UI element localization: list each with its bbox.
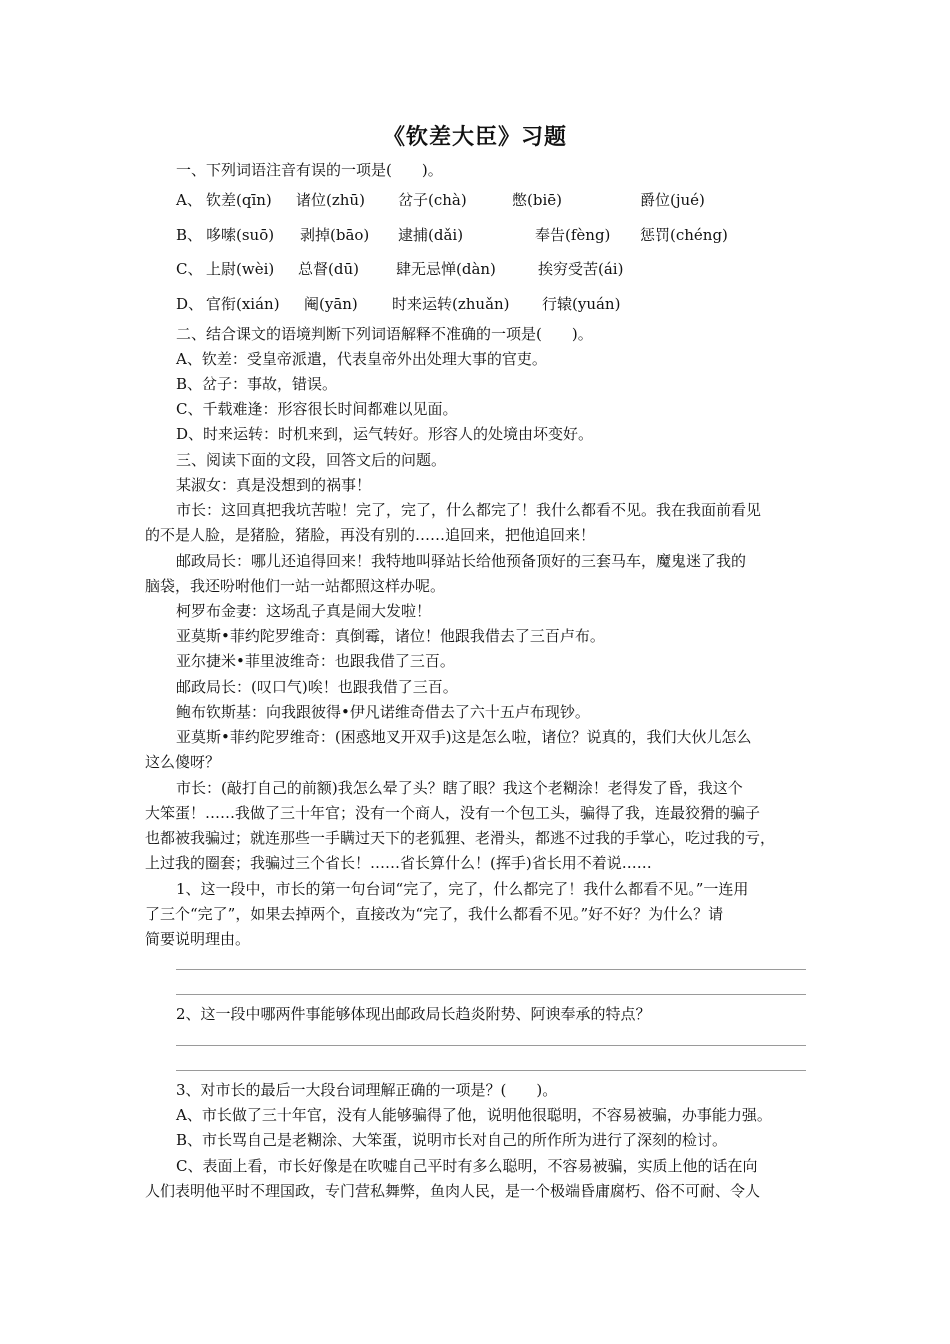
option-item: 官衔(xián) bbox=[206, 295, 280, 313]
passage-line: 亚莫斯•菲约陀罗维奇：(困惑地叉开双手)这是怎么啦，诸位？说真的，我们大伙儿怎么 bbox=[176, 728, 752, 746]
question-2-option-d: D、时来运转：时机来到，运气转好。形容人的处境由坏变好。 bbox=[176, 425, 594, 443]
subquestion-3-stem: 3、对市长的最后一大段台词理解正确的一项是？( )。 bbox=[176, 1081, 558, 1099]
question-2-option-a: A、钦差：受皇帝派遣，代表皇帝外出处理大事的官吏。 bbox=[176, 350, 547, 368]
passage-line: 邮政局长：哪儿还追得回来！我特地叫驿站长给他预备顶好的三套马车，魔鬼迷了我的 bbox=[176, 552, 747, 570]
option-item: 总督(dū) bbox=[298, 260, 359, 278]
passage-line: 脑袋，我还吩咐他们一站一站都照这样办呢。 bbox=[145, 577, 446, 595]
question-1-stem: 一、下列词语注音有误的一项是( )。 bbox=[176, 161, 443, 179]
subquestion-3-option-c: C、表面上看，市长好像是在吹嘘自己平时有多么聪明，不容易被骗，实质上他的话在向 bbox=[176, 1157, 758, 1175]
passage-line: 也都被我骗过；就连那些一手瞒过天下的老狐狸、老滑头，都逃不过我的手掌心，吃过我的亏， bbox=[145, 829, 776, 847]
passage-line: 的不是人脸，是猪脸，猪脸，再没有别的……追回来，把他追回来！ bbox=[145, 526, 596, 544]
passage-line: 上过我的圈套；我骗过三个省长！……省长算什么！(挥手)省长用不着说…… bbox=[145, 854, 652, 872]
option-item: 逮捕(dǎi) bbox=[398, 226, 464, 244]
option-label: C、 bbox=[176, 260, 203, 278]
passage-line: 亚尔捷米•菲里波维奇：也跟我借了三百。 bbox=[176, 652, 455, 670]
passage-line: 亚莫斯•菲约陀罗维奇：真倒霉，诸位！他跟我借去了三百卢布。 bbox=[176, 627, 605, 645]
passage-line: 邮政局长：(叹口气)唉！也跟我借了三百。 bbox=[176, 678, 458, 696]
passage-line: 市长：这回真把我坑苦啦！完了，完了，什么都完了！我什么都看不见。我在我面前看见 bbox=[176, 501, 762, 519]
question-3-stem: 三、阅读下面的文段，回答文后的问题。 bbox=[176, 451, 447, 469]
subquestion-1-line: 简要说明理由。 bbox=[145, 930, 251, 948]
subquestion-3-option-a: A、市长做了三十年官，没有人能够骗得了他，说明他很聪明，不容易被骗，办事能力强。 bbox=[176, 1106, 772, 1124]
option-label: A、 bbox=[176, 191, 202, 209]
option-item: 剥掉(bāo) bbox=[300, 226, 370, 244]
answer-line[interactable] bbox=[176, 1045, 806, 1046]
passage-line: 这么傻呀？ bbox=[145, 753, 221, 771]
passage-line: 某淑女：真是没想到的祸事！ bbox=[176, 476, 372, 494]
subquestion-3-option-b: B、市长骂自己是老糊涂、大笨蛋，说明市长对自己的所作所为进行了深刻的检讨。 bbox=[176, 1131, 728, 1149]
page-title: 《钦差大臣》习题 bbox=[382, 125, 567, 150]
option-item: 奉告(fèng) bbox=[535, 226, 611, 244]
passage-line: 柯罗布金妻：这场乱子真是闹大发啦！ bbox=[176, 602, 432, 620]
option-item: 上尉(wèi) bbox=[206, 260, 275, 278]
passage-line: 鲍布钦斯基：向我跟彼得•伊凡诺维奇借去了六十五卢布现钞。 bbox=[176, 703, 590, 721]
option-item: 爵位(jué) bbox=[640, 191, 705, 209]
option-item: 时来运转(zhuǎn) bbox=[392, 295, 510, 313]
option-item: 行辕(yuán) bbox=[542, 295, 621, 313]
option-item: 钦差(qīn) bbox=[206, 191, 272, 209]
subquestion-1-line: 1、这一段中，市长的第一句台词“完了，完了，什么都完了！我什么都看不见。”一连用 bbox=[176, 880, 749, 898]
option-item: 肆无忌惮(dàn) bbox=[396, 260, 496, 278]
answer-line[interactable] bbox=[176, 994, 806, 995]
answer-line[interactable] bbox=[176, 969, 806, 970]
question-2-option-b: B、岔子：事故，错误。 bbox=[176, 375, 338, 393]
option-label: D、 bbox=[176, 295, 204, 313]
passage-line: 大笨蛋！……我做了三十年官；没有一个商人，没有一个包工头，骗得了我，连最狡猾的骗子 bbox=[145, 804, 761, 822]
passage-line: 市长：(敲打自己的前额)我怎么晕了头？瞎了眼？我这个老糊涂！老得发了昏，我这个 bbox=[176, 779, 743, 797]
option-item: 挨穷受苦(ái) bbox=[538, 260, 624, 278]
option-item: 惩罚(chéng) bbox=[640, 226, 728, 244]
option-item: 憋(biē) bbox=[512, 191, 562, 209]
question-2-stem: 二、结合课文的语境判断下列词语解释不准确的一项是( )。 bbox=[176, 325, 593, 343]
option-item: 诸位(zhū) bbox=[296, 191, 365, 209]
option-item: 岔子(chà) bbox=[398, 191, 467, 209]
option-label: B、 bbox=[176, 226, 203, 244]
question-2-option-c: C、千载难逢：形容很长时间都难以见面。 bbox=[176, 400, 458, 418]
subquestion-3-option-c-cont: 人们表明他平时不理国政，专门营私舞弊，鱼肉人民，是一个极端昏庸腐朽、俗不可耐、令人 bbox=[145, 1182, 761, 1200]
subquestion-2-stem: 2、这一段中哪两件事能够体现出邮政局长趋炎附势、阿谀奉承的特点？ bbox=[176, 1005, 651, 1023]
subquestion-1-line: 了三个“完了”，如果去掉两个，直接改为“完了，我什么都看不见。”好不好？为什么？请 bbox=[145, 905, 724, 923]
answer-line[interactable] bbox=[176, 1070, 806, 1071]
option-item: 阉(yān) bbox=[304, 295, 358, 313]
option-item: 哆嗦(suō) bbox=[206, 226, 275, 244]
